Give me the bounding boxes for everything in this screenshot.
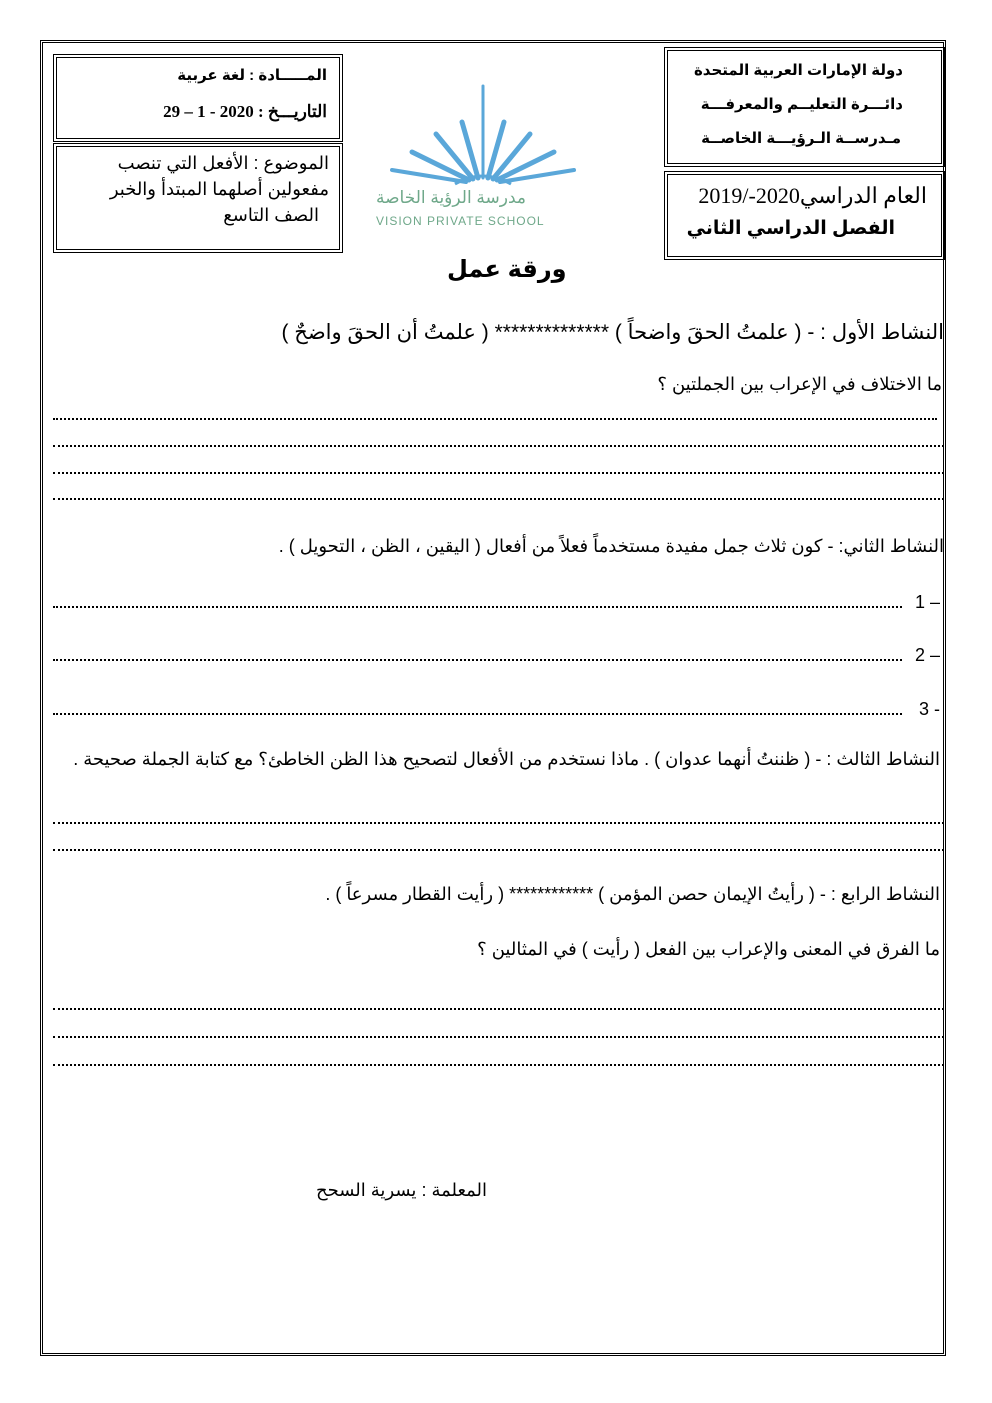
item-number: 2 – bbox=[914, 645, 940, 665]
subject: المـــــادة : لغة عربية bbox=[177, 67, 327, 84]
answer-line[interactable] bbox=[53, 498, 944, 500]
answer-line[interactable] bbox=[53, 606, 902, 608]
topic-line1: الموضوع : الأفعل التي تنصب bbox=[117, 153, 329, 173]
academic-year: العام الدراسي2020-/2019 bbox=[698, 183, 927, 208]
answer-line[interactable] bbox=[53, 822, 944, 824]
answer-line[interactable] bbox=[53, 1036, 944, 1038]
date: التاريـــخ : 2020 - 1 – 29 bbox=[163, 102, 327, 121]
logo-arabic-name: مدرسة الرؤية الخاصة bbox=[376, 188, 526, 207]
activity3-text: النشاط الثالث : - ( ظننتُ أنهما عدوان ) . ماذا نستخدم من الأفعال لتصحيح هذا الظن الخاطئ؟ مع كتابة الجملة صحيحة . bbox=[73, 749, 940, 769]
grade: الصف التاسع bbox=[223, 205, 319, 225]
ministry-box bbox=[664, 47, 945, 167]
year-box bbox=[664, 171, 945, 260]
school-name: مـدرســة الـرؤيـــة الخاصــة bbox=[701, 130, 901, 147]
answer-line[interactable] bbox=[53, 445, 944, 447]
subject-box bbox=[53, 54, 343, 142]
answer-line[interactable] bbox=[53, 1008, 944, 1010]
answer-line[interactable] bbox=[53, 659, 902, 661]
answer-line[interactable] bbox=[53, 713, 902, 715]
answer-line[interactable] bbox=[53, 1064, 944, 1066]
answer-line[interactable] bbox=[53, 418, 937, 420]
school-logo bbox=[370, 82, 600, 242]
worksheet-title: ورقة عمل bbox=[447, 256, 567, 283]
topic-box bbox=[53, 143, 343, 253]
logo-english-name: VISION PRIVATE SCHOOL bbox=[376, 214, 545, 228]
activity2-text: النشاط الثاني: - كون ثلاث جمل مفيدة مستخدماً فعلاً من أفعال ( اليقين ، الظن ، التحويل ) . bbox=[278, 536, 944, 556]
item-number: 3 - bbox=[918, 699, 940, 719]
activity4-text: النشاط الرابع : - ( رأيتُ الإيمان حصن المؤمن ) ************ ( رأيت القطار مسرعاً ) . bbox=[325, 884, 940, 904]
semester: الفصل الدراسي الثاني bbox=[686, 218, 895, 239]
item-number: 1 – bbox=[914, 592, 940, 612]
topic-line2: مفعولين أصلهما المبتدأ والخبر bbox=[109, 179, 329, 199]
activity4-question: ما الفرق في المعنى والإعراب بين الفعل ( رأيت ) في المثالين ؟ bbox=[477, 939, 940, 959]
answer-line[interactable] bbox=[53, 472, 944, 474]
country-name: دولة الإمارات العربية المتحدة bbox=[693, 62, 903, 79]
department-name: دائـــرة التعليــم والمعرفـــة bbox=[700, 96, 903, 113]
activity1-text: النشاط الأول : - ( علمتُ الحقَ واضحاً ) ************** ( علمتُ أن الحقَ واضحٌ ) bbox=[281, 321, 944, 344]
teacher-name: المعلمة : يسرية السحح bbox=[316, 1180, 488, 1200]
answer-line[interactable] bbox=[53, 849, 944, 851]
activity1-question: ما الاختلاف في الإعراب بين الجملتين ؟ bbox=[657, 374, 942, 394]
